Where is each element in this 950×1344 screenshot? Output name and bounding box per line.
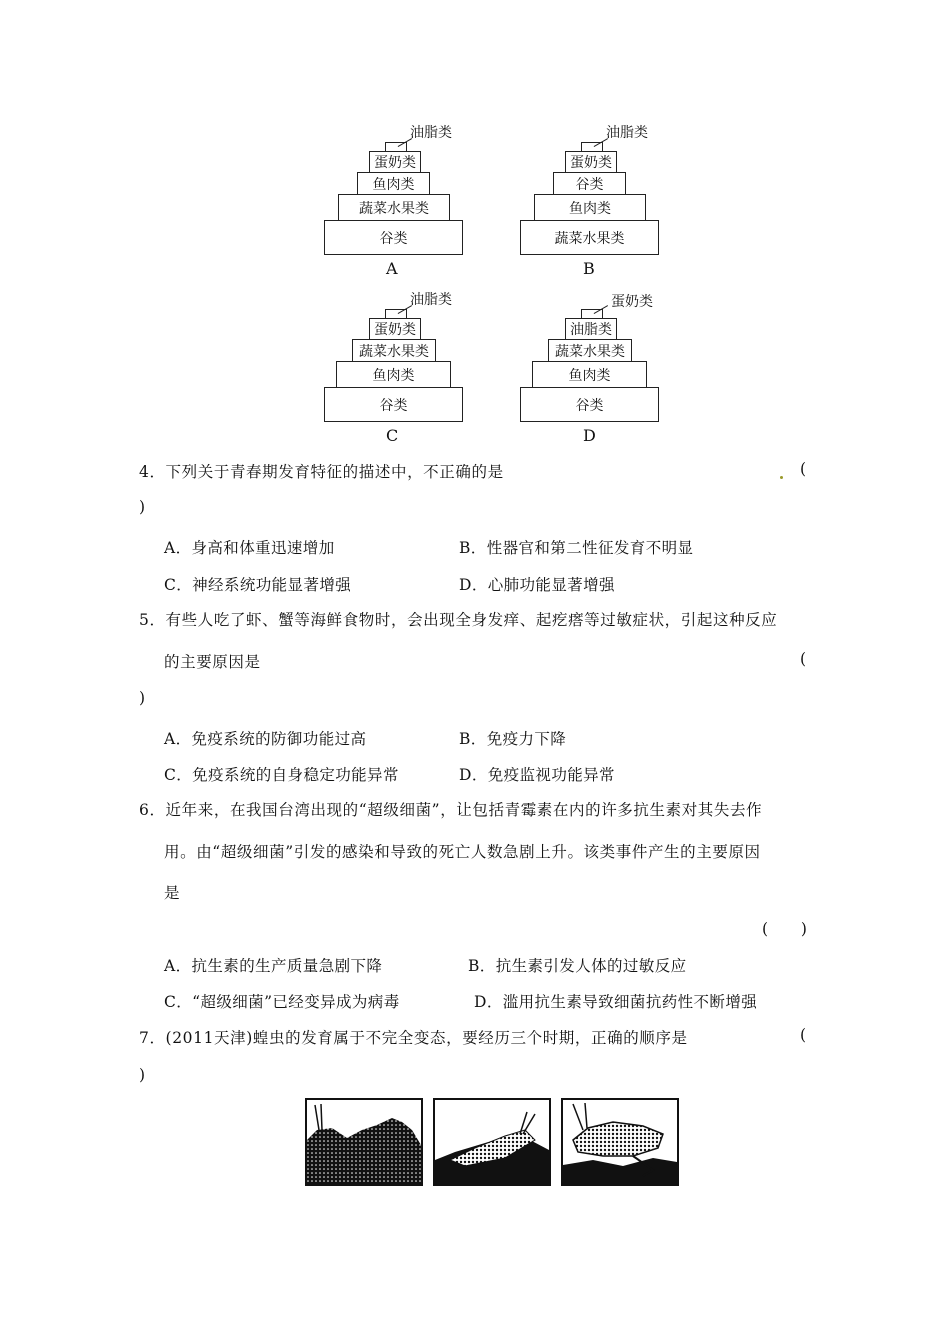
q6-answer-bracket: ( ) <box>762 920 808 938</box>
q6-stem-line2: 用。由“超级细菌”引发的感染和导致的死亡人数急剧上升。该类事件产生的主要原因 <box>164 843 761 861</box>
q7-bracket-close: ) <box>139 1066 146 1084</box>
tier-3: 鱼肉类 <box>532 361 647 388</box>
top-label: 蛋奶类 <box>611 294 653 310</box>
pyramid-d <box>520 285 710 445</box>
tier-1: 蛋奶类 <box>369 151 421 173</box>
q4-option-d: D．心肺功能显著增强 <box>459 576 615 594</box>
pyramid-letter-c: C <box>386 426 399 445</box>
q4-bracket-open: ( <box>800 460 807 478</box>
tier-3: 鱼肉类 <box>336 361 451 388</box>
q4-stem: 4．下列关于青春期发育特征的描述中，不正确的是 <box>139 463 504 481</box>
pyramid-letter-a: A <box>386 259 398 278</box>
top-label: 油脂类 <box>606 125 648 141</box>
q5-option-b: B．免疫力下降 <box>459 730 567 748</box>
q6-option-c: C．“超级细菌”已经变异成为病毒 <box>164 993 400 1011</box>
q5-option-a: A．免疫系统的防御功能过高 <box>164 730 367 748</box>
tier-1: 油脂类 <box>565 318 617 340</box>
tier-2: 鱼肉类 <box>357 172 430 195</box>
q4-option-b: B．性器官和第二性征发育不明显 <box>459 539 694 557</box>
q4-bracket-close: ) <box>139 498 146 516</box>
tier-1: 蛋奶类 <box>565 151 617 173</box>
q5-option-c: C．免疫系统的自身稳定功能异常 <box>164 766 399 784</box>
stray-dot <box>780 476 783 479</box>
tier-3: 蔬菜水果类 <box>338 194 450 221</box>
q7-stem: 7．(2011天津)蝗虫的发育属于不完全变态，要经历三个时期，正确的顺序是 <box>139 1029 688 1047</box>
tier-4: 蔬菜水果类 <box>520 220 659 255</box>
tier-2: 谷类 <box>553 172 626 195</box>
q5-bracket-close: ) <box>139 689 146 707</box>
q7-bracket-open: ( <box>800 1026 807 1044</box>
tier-4: 谷类 <box>520 387 659 422</box>
tier-4: 谷类 <box>324 220 463 255</box>
q6-stem-line1: 6．近年来，在我国台湾出现的“超级细菌”，让包括青霉素在内的许多抗生素对其失去作 <box>139 801 763 819</box>
q5-stem-line1: 5．有些人吃了虾、蟹等海鲜食物时，会出现全身发痒、起疙瘩等过敏症状，引起这种反应 <box>139 611 778 629</box>
top-label: 油脂类 <box>410 292 452 308</box>
locust-image-3 <box>561 1098 679 1186</box>
q6-stem-line3: 是 <box>164 884 181 902</box>
pyramid-b <box>520 118 710 278</box>
tier-3: 鱼肉类 <box>534 194 646 221</box>
tier-2: 蔬菜水果类 <box>548 339 632 362</box>
locust-image-2 <box>433 1098 551 1186</box>
q5-option-d: D．免疫监视功能异常 <box>459 766 615 784</box>
pyramid-letter-d: D <box>583 426 596 445</box>
top-label: 油脂类 <box>410 125 452 141</box>
q6-option-d: D．滥用抗生素导致细菌抗药性不断增强 <box>474 993 758 1011</box>
q4-option-c: C．神经系统功能显著增强 <box>164 576 352 594</box>
pyramid-c <box>324 285 514 445</box>
q5-bracket-open: ( <box>800 650 807 668</box>
pyramid-letter-b: B <box>583 259 595 278</box>
q6-option-a: A．抗生素的生产质量急剧下降 <box>164 957 383 975</box>
pyramid-a <box>324 118 514 278</box>
q6-option-b: B．抗生素引发人体的过敏反应 <box>468 957 687 975</box>
q5-stem-line2: 的主要原因是 <box>164 653 261 671</box>
tier-1: 蛋奶类 <box>369 318 421 340</box>
tier-4: 谷类 <box>324 387 463 422</box>
q4-option-a: A．身高和体重迅速增加 <box>164 539 335 557</box>
locust-image-1 <box>305 1098 423 1186</box>
tier-2: 蔬菜水果类 <box>352 339 436 362</box>
